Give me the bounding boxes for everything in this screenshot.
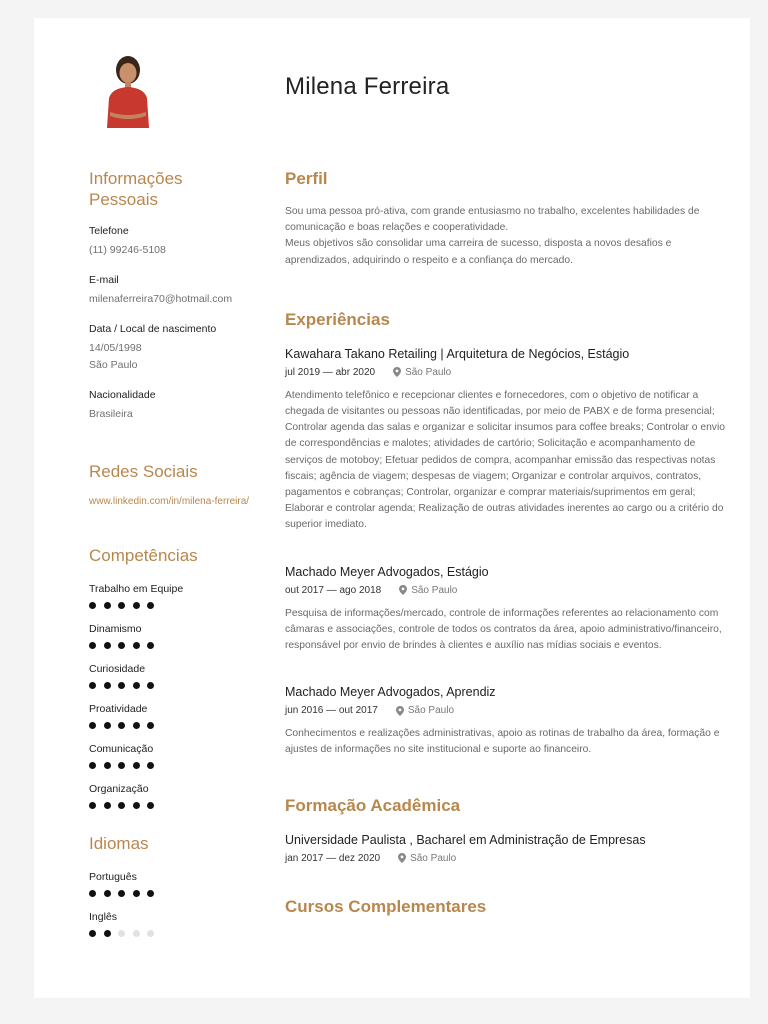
job-entry	[285, 564, 725, 655]
job-description: Conhecimentos e realizações administrativas, apoio as rotinas de trabalho da área, formação e ajustes de informações no site institucional e suporte ao financeiro.	[285, 728, 720, 756]
job-title: Kawahara Takano Retailing | Arquitetura de Negócios, Estágio	[285, 346, 630, 361]
skill-name: Comunicação	[89, 743, 154, 755]
birth-label: Data / Local de nascimento	[89, 323, 217, 335]
language-level-dots	[89, 930, 279, 937]
education-entry	[285, 832, 725, 864]
level-dot-filled	[147, 762, 154, 769]
education-location	[398, 853, 456, 864]
level-dot-empty	[147, 930, 154, 937]
languages-list	[89, 870, 279, 937]
job-meta	[285, 585, 725, 596]
job-entry	[285, 346, 725, 534]
skill-level-dots	[89, 802, 279, 809]
skills-list	[89, 582, 279, 809]
level-dot-filled	[147, 802, 154, 809]
level-dot-filled	[147, 682, 154, 689]
skill-name: Trabalho em Equipe	[89, 583, 184, 595]
level-dot-filled	[118, 722, 125, 729]
language-item	[89, 870, 279, 897]
social-title: Redes Sociais	[89, 462, 198, 481]
skill-item	[89, 662, 279, 689]
skill-name: Organização	[89, 783, 149, 795]
education-meta	[285, 853, 725, 864]
level-dot-filled	[104, 890, 111, 897]
level-dot-filled	[118, 890, 125, 897]
level-dot-filled	[133, 682, 140, 689]
avatar	[98, 52, 158, 128]
job-period: jul 2019 — abr 2020	[285, 366, 376, 378]
courses-title: Cursos Complementares	[285, 896, 487, 916]
phone-label: Telefone	[89, 225, 129, 237]
level-dot-filled	[133, 890, 140, 897]
profile-title: Perfil	[285, 169, 328, 188]
job-location-text: São Paulo	[407, 705, 455, 717]
skill-name: Curiosidade	[89, 663, 146, 675]
language-level-dots	[89, 890, 279, 897]
skill-name: Proatividade	[89, 703, 148, 715]
job-description: Pesquisa de informações/mercado, controle de informações referentes ao relacionamento com câmaras e associações, controle de todos os contratos da área, apoio administrativo/financeiro, responsável por envio de brindes à clientes e auxílio nas mídias sociais e eventos.	[285, 607, 722, 652]
level-dot-filled	[133, 602, 140, 609]
job-location	[399, 585, 457, 596]
profile-text-2: Meus objetivos são consolidar uma carreira de sucesso, disposta a novos desafios e aprendizados, adquirindo o respeito e a confiança do mercado.	[285, 238, 672, 266]
level-dot-filled	[104, 642, 111, 649]
birth-date: 14/05/1998	[89, 342, 142, 354]
level-dot-filled	[118, 802, 125, 809]
job-title: Machado Meyer Advogados, Aprendiz	[285, 685, 496, 700]
nationality-label: Nacionalidade	[89, 389, 156, 401]
language-item	[89, 910, 279, 937]
skill-item	[89, 742, 279, 769]
resume-page	[34, 18, 750, 998]
level-dot-filled	[89, 642, 96, 649]
left-column	[89, 168, 279, 950]
level-dot-filled	[118, 642, 125, 649]
linkedin-link[interactable]: www.linkedin.com/in/milena-ferreira/	[89, 496, 250, 507]
level-dot-filled	[147, 642, 154, 649]
language-name: Inglês	[89, 911, 118, 923]
skill-item	[89, 782, 279, 809]
skill-item	[89, 622, 279, 649]
skill-level-dots	[89, 602, 279, 609]
level-dot-filled	[133, 802, 140, 809]
level-dot-filled	[104, 602, 111, 609]
experience-title: Experiências	[285, 309, 390, 329]
location-pin-icon	[399, 585, 407, 595]
level-dot-filled	[104, 762, 111, 769]
email-value: milenaferreira70@hotmail.com	[89, 293, 233, 305]
level-dot-filled	[147, 722, 154, 729]
phone-value: (11) 99246-5108	[89, 244, 166, 256]
location-pin-icon	[393, 367, 401, 377]
skill-level-dots	[89, 722, 279, 729]
level-dot-filled	[89, 802, 96, 809]
personal-info-title: Informações Pessoais	[89, 169, 183, 209]
job-title: Machado Meyer Advogados, Estágio	[285, 564, 489, 579]
level-dot-filled	[89, 682, 96, 689]
level-dot-filled	[104, 722, 111, 729]
level-dot-filled	[89, 890, 96, 897]
job-meta	[285, 705, 725, 716]
right-column	[285, 168, 725, 917]
level-dot-filled	[89, 722, 96, 729]
level-dot-filled	[89, 762, 96, 769]
job-period: jun 2016 — out 2017	[285, 705, 378, 717]
level-dot-filled	[104, 802, 111, 809]
level-dot-filled	[133, 762, 140, 769]
level-dot-filled	[133, 642, 140, 649]
level-dot-filled	[147, 890, 154, 897]
level-dot-filled	[147, 602, 154, 609]
skill-item	[89, 702, 279, 729]
person-name: Milena Ferreira	[285, 73, 450, 100]
nationality-value: Brasileira	[89, 408, 133, 420]
level-dot-filled	[118, 602, 125, 609]
email-label: E-mail	[89, 274, 119, 286]
language-name: Português	[89, 871, 137, 883]
profile-text-1: Sou uma pessoa pró-ativa, com grande entusiasmo no trabalho, excelentes habilidades de comunicação e boas relações e cooperatividade.	[285, 206, 700, 234]
location-pin-icon	[396, 706, 404, 716]
education-location-text: São Paulo	[410, 852, 457, 864]
job-location	[393, 367, 451, 378]
skill-level-dots	[89, 682, 279, 689]
level-dot-filled	[89, 602, 96, 609]
birth-place: São Paulo	[89, 359, 138, 371]
job-meta	[285, 367, 725, 378]
job-period: out 2017 — ago 2018	[285, 584, 382, 596]
level-dot-filled	[118, 762, 125, 769]
languages-title: Idiomas	[89, 834, 149, 853]
skills-title: Competências	[89, 546, 198, 565]
level-dot-empty	[133, 930, 140, 937]
education-title: Formação Acadêmica	[285, 795, 461, 815]
level-dot-filled	[104, 682, 111, 689]
job-location	[396, 705, 454, 716]
job-entry	[285, 684, 725, 758]
skill-level-dots	[89, 642, 279, 649]
job-location-text: São Paulo	[411, 584, 458, 596]
level-dot-filled	[104, 930, 111, 937]
level-dot-filled	[89, 930, 96, 937]
level-dot-filled	[133, 722, 140, 729]
education-degree: Universidade Paulista , Bacharel em Administração de Empresas	[285, 832, 646, 847]
level-dot-filled	[118, 682, 125, 689]
skill-level-dots	[89, 762, 279, 769]
level-dot-empty	[118, 930, 125, 937]
education-period: jan 2017 — dez 2020	[285, 852, 381, 864]
job-description: Atendimento telefônico e recepcionar clientes e fornecedores, com o objetivo de notificar a chegada de visitantes ou pessoas não identificadas, por meio de PABX e de forma presencial; Controlar agenda das salas e organizar e solicitar insumos para coffee breaks; Controlar o envio de correspondências e malotes; atividades de cartório; Solicitação e acompanhamento de serviços de motoboy; Efetuar pedidos de compra, acompanhar emissão das respectivas notas fiscais; agência de viagem; despesas de viagem; Organizar e controlar arquivos, contratos, pagamentos e cobranças; Controlar, organizar e comprar materiais/suprimentos em geral; Elaborar e controlar agenda; Realização de outras atividades inerentes ao cargo ou a critério do superior imediato.	[285, 389, 725, 531]
location-pin-icon	[398, 853, 406, 863]
skill-item	[89, 582, 279, 609]
skill-name: Dinamismo	[89, 623, 142, 635]
job-location-text: São Paulo	[405, 366, 452, 378]
